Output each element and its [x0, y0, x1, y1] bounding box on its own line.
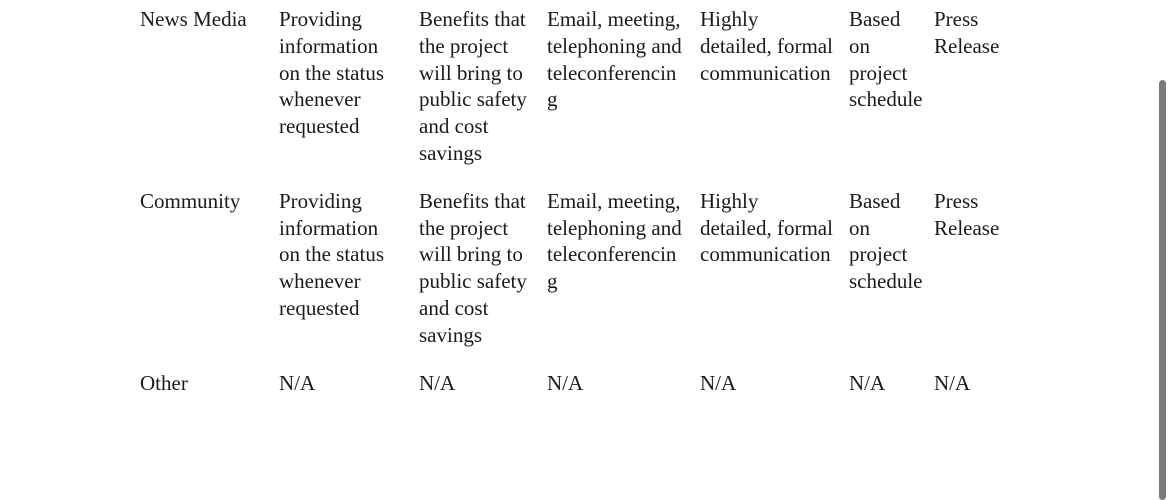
frequency-cell: Based on project schedule — [849, 7, 923, 112]
communication-plan-table — [140, 6, 1014, 396]
stakeholder-cell: News Media — [140, 7, 247, 31]
scrollbar-thumb[interactable] — [1159, 80, 1166, 500]
method-cell: Email, meeting, telephoning and teleconferencin g — [547, 188, 682, 294]
frequency-cell: N/A — [849, 370, 886, 395]
table-row-other — [140, 370, 1014, 397]
style-cell: Highly detailed, formal communication — [700, 7, 833, 85]
table-row-news-media — [140, 6, 1014, 188]
method-cell: Email, meeting, telephoning and teleconferencin g — [547, 7, 682, 112]
method-cell: N/A — [547, 370, 584, 395]
purpose-cell: Providing information on the status whenever requested — [279, 7, 384, 139]
purpose-cell: Providing information on the status whenever requested — [279, 188, 384, 320]
format-cell: N/A — [934, 370, 971, 395]
stakeholder-cell: Community — [140, 188, 241, 213]
table-row-community — [140, 188, 1014, 370]
content-cell: Benefits that the project will bring to public safety and cost savings — [419, 7, 527, 165]
frequency-cell: Based on project schedule — [849, 188, 923, 294]
style-cell: Highly detailed, formal communication — [700, 188, 833, 267]
content-cell: Benefits that the project will bring to public safety and cost savings — [419, 188, 527, 347]
format-cell: Press Release — [934, 7, 1000, 58]
vertical-scrollbar[interactable] — [1153, 0, 1170, 498]
format-cell: Press Release — [934, 188, 1000, 240]
stakeholder-cell: Other — [140, 370, 188, 395]
content-cell: N/A — [419, 370, 456, 395]
purpose-cell: N/A — [279, 370, 316, 395]
style-cell: N/A — [700, 370, 737, 395]
